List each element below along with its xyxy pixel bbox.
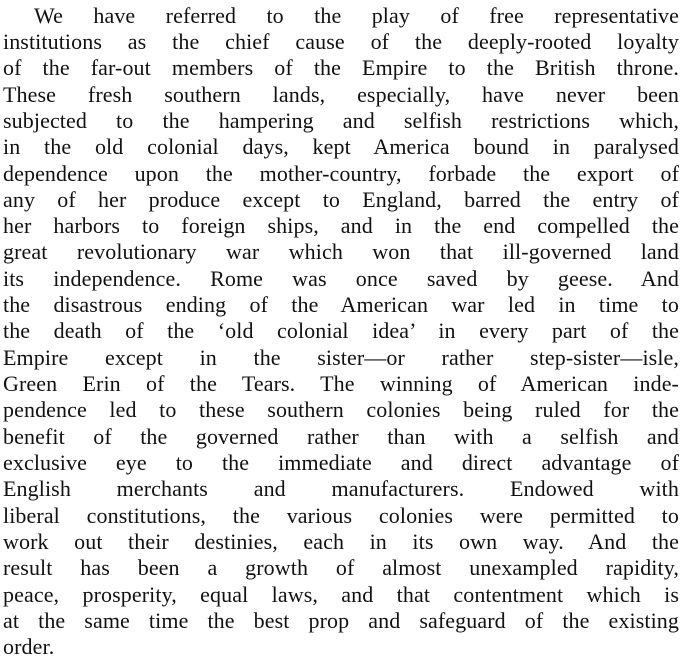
text-line: at the same time the best prop and safeguard of the existing [3,608,679,633]
text-line: her harbors to foreign ships, and in the end compelled the [3,213,679,238]
text-line: benefit of the governed rather than with a selfish and [3,424,679,449]
text-line: its independence. Rome was once saved by geese. And [3,266,679,291]
text-line: pendence led to these southern colonies being ruled for the [3,397,679,422]
text-line: work out their destinies, each in its own way. And the [3,529,679,554]
text-line: liberal constitutions, the various colonies were permitted to [3,503,679,528]
text-line: dependence upon the mother-country, forbade the export of [3,161,679,186]
text-line: institutions as the chief cause of the deeply-rooted loyalty [3,29,679,54]
text-line: Green Erin of the Tears. The winning of American inde- [3,371,679,396]
text-line: result has been a growth of almost unexampled rapidity, [3,555,679,580]
text-line: English merchants and manufacturers. Endowed with [3,476,679,501]
text-line: the death of the ‘old colonial idea’ in every part of the [3,318,679,343]
text-line: any of her produce except to England, barred the entry of [3,187,679,212]
text-line: peace, prosperity, equal laws, and that contentment which is [3,582,679,607]
text-line: order. [3,634,55,659]
text-line: great revolutionary war which won that ill-governed land [3,239,679,264]
text-line: These fresh southern lands, especially, have never been [3,82,679,107]
text-line: subjected to the hampering and selfish restrictions which, [3,108,679,133]
text-line: the disastrous ending of the American war led in time to [3,292,679,317]
text-line: exclusive eye to the immediate and direct advantage of [3,450,679,475]
text-line: in the old colonial days, kept America bound in paralysed [3,134,679,159]
text-line: We have referred to the play of free representative [34,3,679,28]
text-line: of the far-out members of the Empire to the British throne. [3,55,679,80]
text-line: Empire except in the sister—or rather step-sister—isle, [3,345,679,370]
